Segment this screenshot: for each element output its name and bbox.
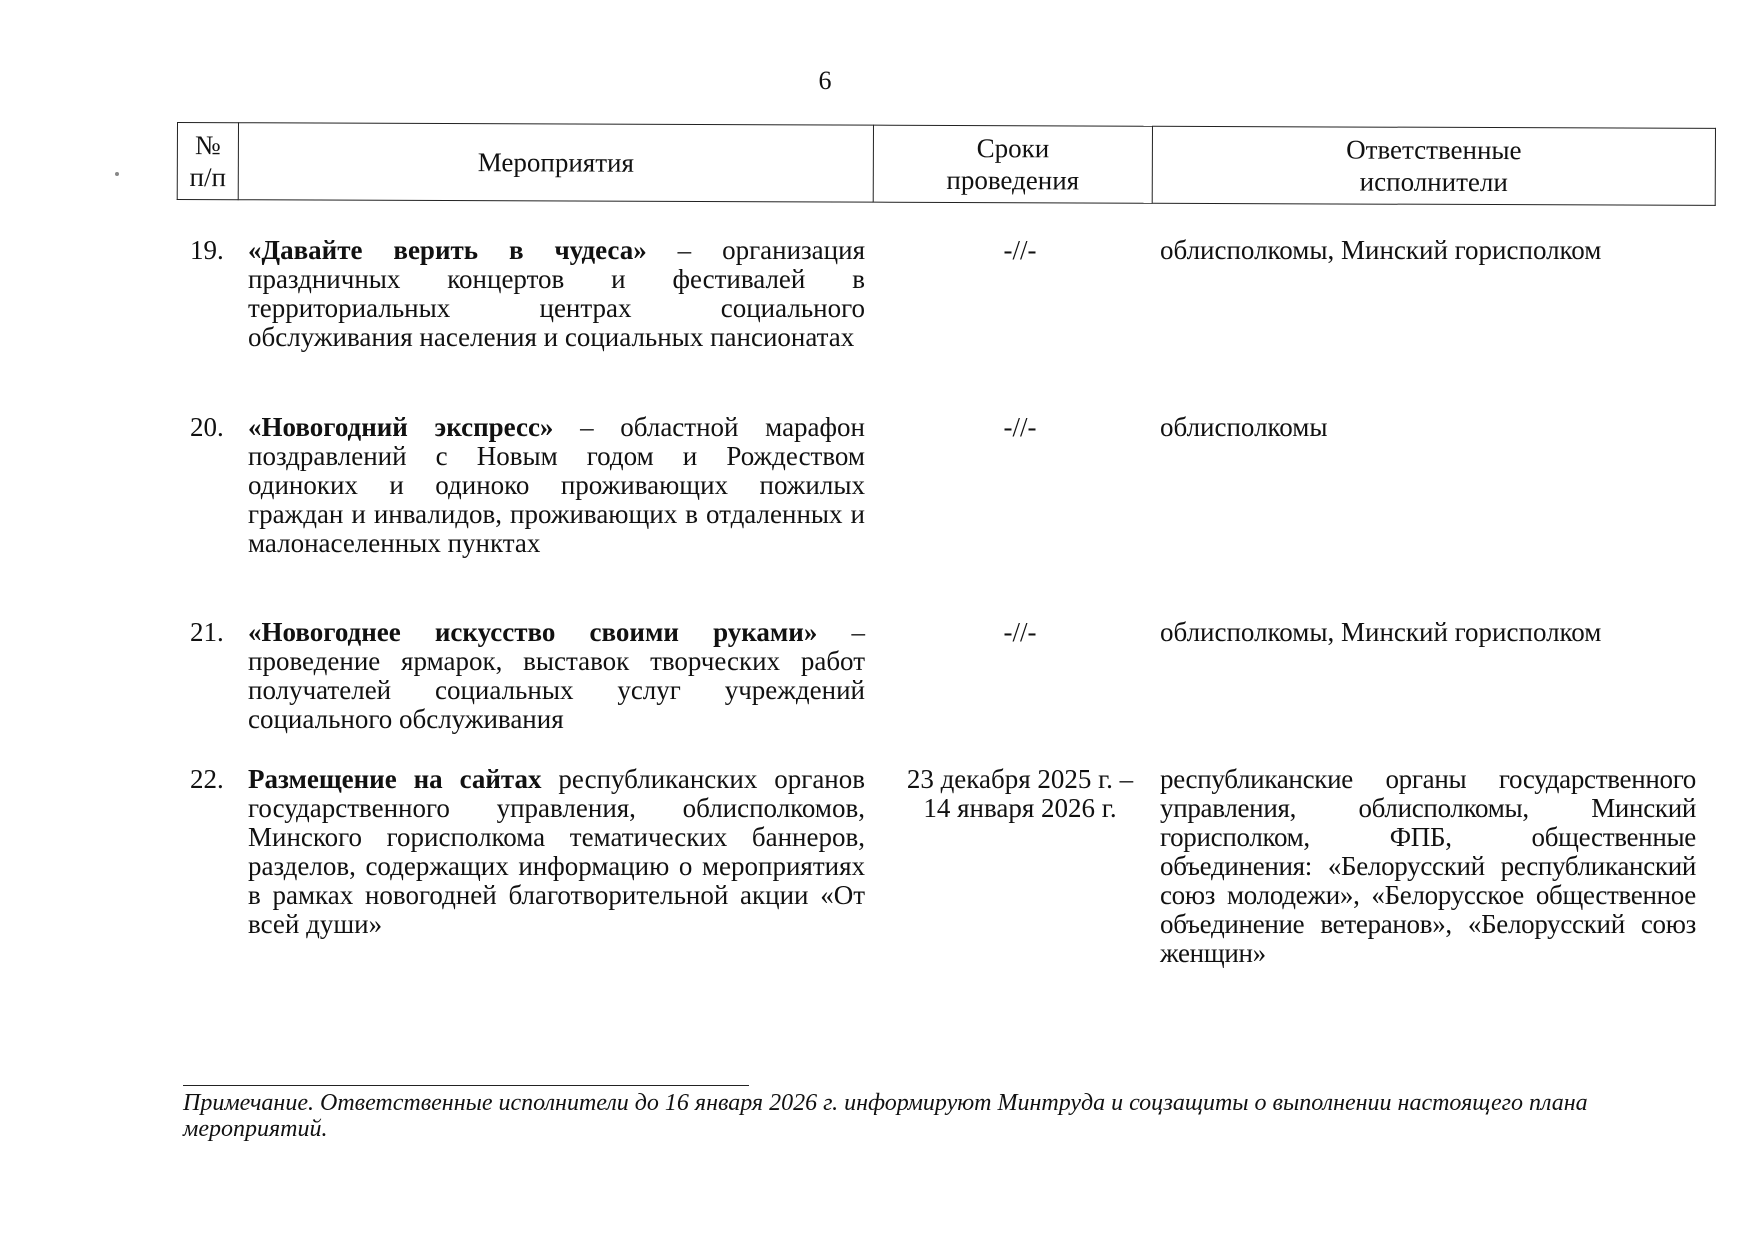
footnote-divider [183,1085,749,1086]
row-event-description: – проведение ярмарок, выставок творческих работ получателей социальных услуг учреждений социального обслуживания [248,617,865,734]
table-header [177,122,1716,206]
header-num-symbol: № [194,130,221,161]
row-event-title: Размещение на сайтах [248,764,542,794]
row-responsible: республиканские органы государственного управления, облисполкомы, Минский горисполком, ФПБ, общественные объединения: «Белорусский республиканский союз молодежи», «Белорусское общественное объединение ветеранов», «Белорусский союз женщин» [1160,764,1696,968]
row-dates [875,765,1165,823]
row-number: 20. [190,412,224,442]
page-number: 6 [818,66,832,95]
footnote: Примечание. Ответственные исполнители до 16 января 2026 г. информируют Минтруда и соцзащиты о выполнении настоящего плана мероприятий. [183,1090,1588,1142]
row-number: 22. [190,764,224,794]
row-event-description: – областной марафон поздравлений с Новым годом и Рождеством одиноких и одиноко проживающих пожилых граждан и инвалидов, проживающих в отдаленных и малонаселенных пунктах [248,412,865,558]
header-dates-line1: Сроки [976,133,1050,164]
header-num [177,123,238,200]
row-event [248,413,865,558]
header-event: Мероприятия [238,123,873,202]
header-responsible [1152,126,1715,205]
row-event-title: «Новогоднее искусство своими руками» [248,617,818,647]
row-event [248,618,865,734]
row-event-title: «Новогодний экспресс» [248,412,554,442]
row-number: 21. [190,617,224,647]
header-num-label: п/п [189,162,227,193]
row-dates: -//- [1003,412,1037,442]
row-event-description: республиканских органов государственного управления, облисполкомов, Минского горисполкома тематических баннеров, разделов, содержащих информацию о мероприятиях в рамках новогодней благотворительной акции «От всей души» [248,764,865,939]
header-responsible-line2: исполнители [1359,166,1508,198]
row-event-title: «Давайте верить в чудеса» [248,235,647,265]
row-responsible: облисполкомы [1160,412,1328,442]
row-responsible: облисполкомы, Минский горисполком [1160,617,1602,647]
row-number: 19. [190,235,224,265]
row-dates-start: 23 декабря 2025 г. – [906,764,1134,794]
header-dates-line2: проведения [946,164,1080,196]
row-responsible: облисполкомы, Минский горисполком [1160,235,1602,265]
row-dates: -//- [1003,617,1037,647]
row-dates-end: 14 января 2026 г. [923,793,1117,823]
row-event [248,765,865,939]
row-event-description: – организация праздничных концертов и фестивалей в территориальных центрах социального обслуживания населения и социальных пансионатах [248,235,865,352]
header-responsible-line1: Ответственные [1346,134,1522,166]
header-dates [873,125,1152,203]
row-event [248,236,865,352]
scan-speck [115,172,119,176]
row-dates: -//- [1003,235,1037,265]
